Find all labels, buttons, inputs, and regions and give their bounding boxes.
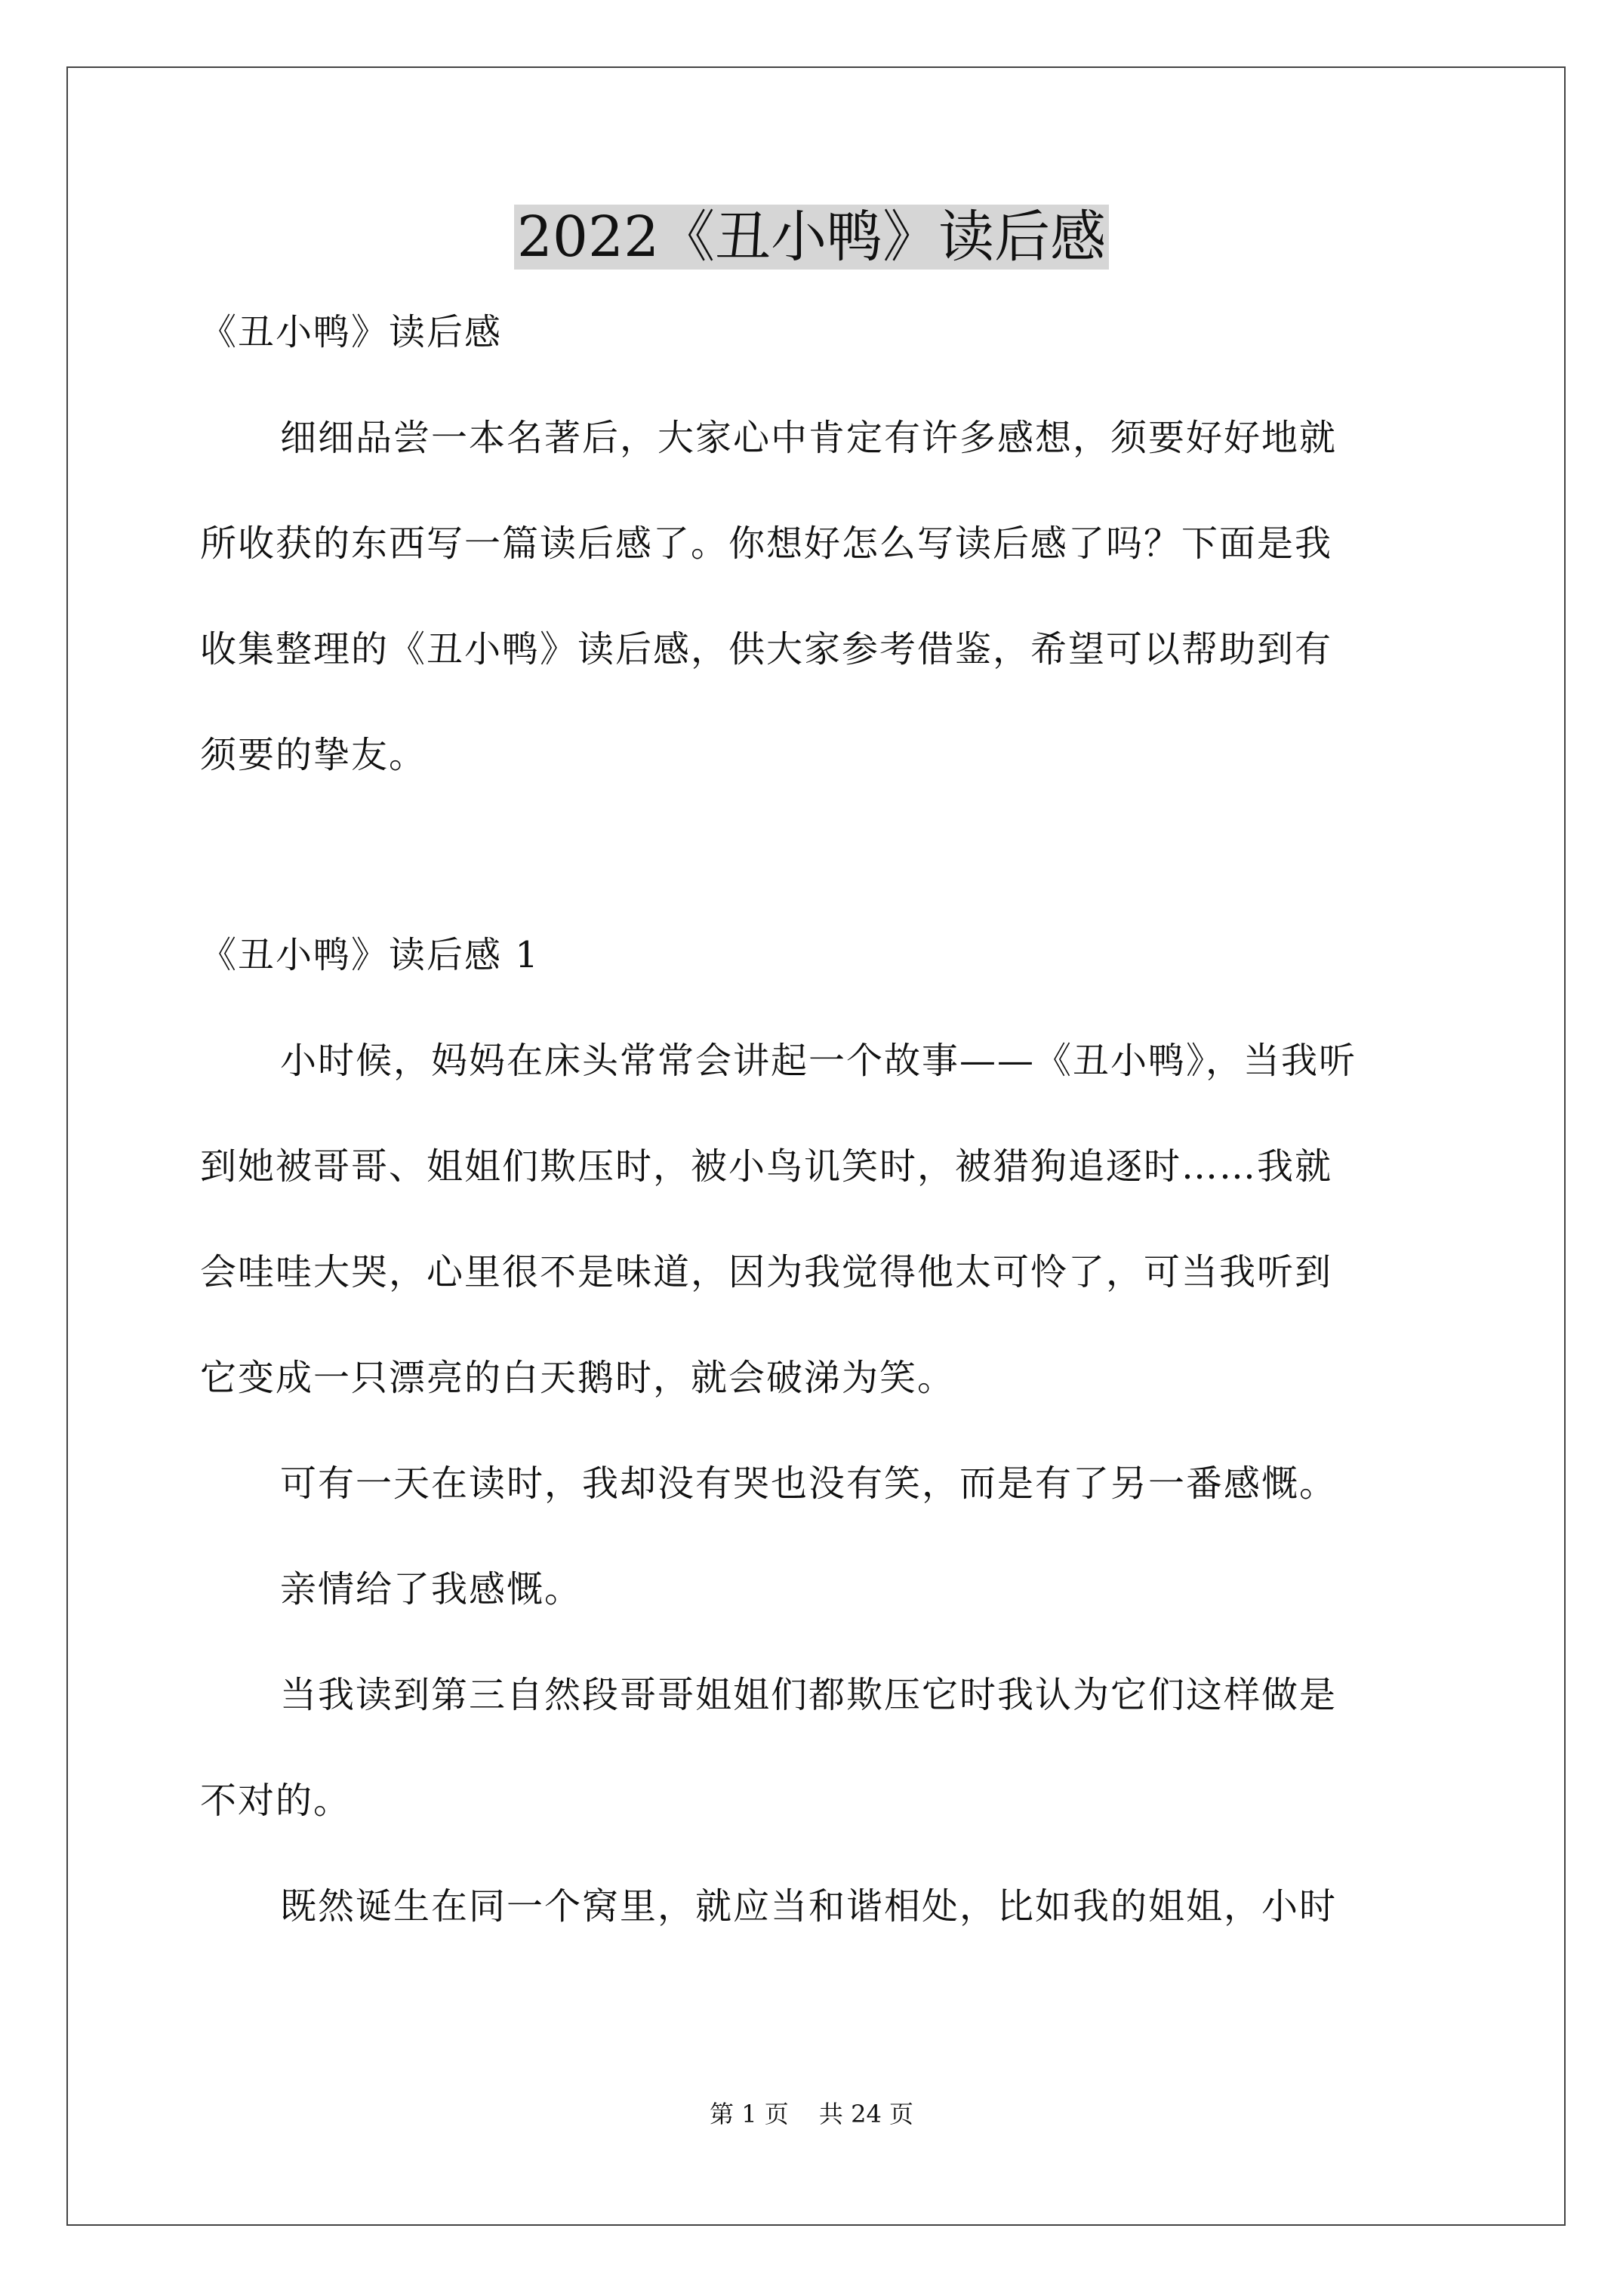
text-line: 所收获的东西写一篇读后感了。你想好怎么写读后感了吗？下面是我 xyxy=(200,522,1333,565)
paragraph-3: 亲情给了我感慨。 xyxy=(280,1568,583,1610)
text-line: 小时候，妈妈在床头常常会讲起一个故事——《丑小鸭》，当我听 xyxy=(280,1040,1357,1082)
paragraph-2: 可有一天在读时，我却没有哭也没有笑，而是有了另一番感慨。 xyxy=(280,1462,1338,1505)
paragraph-4 xyxy=(200,1669,1435,1827)
document-title-text: 2022《丑小鸭》读后感 xyxy=(514,205,1109,270)
document-subtitle: 《丑小鸭》读后感 xyxy=(200,311,503,353)
text-line: 须要的挚友。 xyxy=(200,734,427,776)
document-title xyxy=(0,198,1623,276)
page-footer xyxy=(0,2097,1623,2131)
intro-paragraph xyxy=(200,411,1435,781)
section-heading: 《丑小鸭》读后感 1 xyxy=(200,934,540,976)
text-line: 当我读到第三自然段哥哥姐姐们都欺压它时我认为它们这样做是 xyxy=(280,1674,1338,1716)
text-line: 会哇哇大哭，心里很不是味道，因为我觉得他太可怜了，可当我听到 xyxy=(200,1251,1333,1293)
document-body xyxy=(200,306,1435,1933)
page-total: 共 24 页 xyxy=(818,2100,913,2128)
text-line: 收集整理的《丑小鸭》读后感，供大家参考借鉴，希望可以帮助到有 xyxy=(200,628,1333,670)
paragraph-5: 既然诞生在同一个窝里，就应当和谐相处，比如我的姐姐，小时 xyxy=(280,1885,1338,1928)
text-line: 到她被哥哥、姐姐们欺压时，被小鸟讥笑时，被猎狗追逐时……我就 xyxy=(200,1145,1333,1188)
text-line: 它变成一只漂亮的白天鹅时，就会破涕为笑。 xyxy=(200,1357,956,1399)
paragraph-1 xyxy=(200,1034,1435,1404)
text-line: 不对的。 xyxy=(200,1780,352,1822)
page-number: 第 1 页 xyxy=(710,2100,789,2128)
text-line: 细细品尝一本名著后，大家心中肯定有许多感想，须要好好地就 xyxy=(280,417,1338,459)
